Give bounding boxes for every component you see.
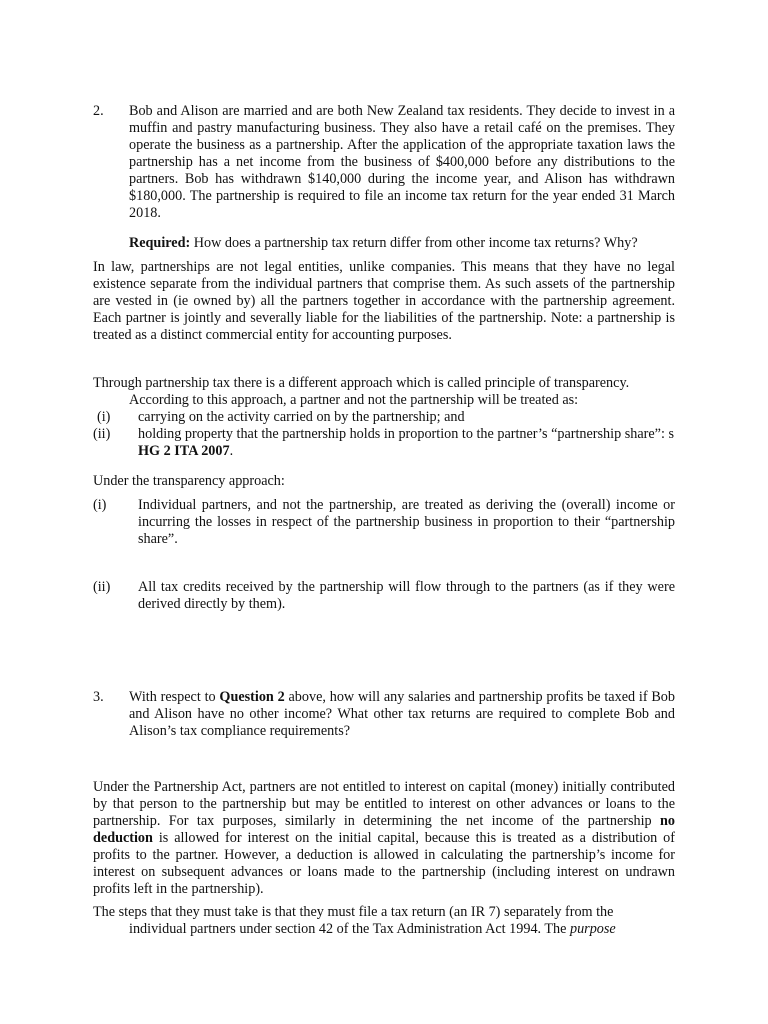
list-item: (i) Individual partners, and not the partnership, are treated as deriving the (overall) income or incurring the losses in respect of the partnership business in proportion to their “partnership share”. xyxy=(93,497,675,547)
paragraph-transparency xyxy=(93,375,675,409)
under-transparency-heading: Under the transparency approach: xyxy=(93,473,285,489)
question-3 xyxy=(93,689,675,740)
question-2-number: 2. xyxy=(93,103,104,119)
question-2-required xyxy=(93,235,675,252)
question-3-number: 3. xyxy=(93,689,104,705)
list-item: (i) carrying on the activity carried on by the partnership; and xyxy=(97,409,465,425)
paragraph-steps: The steps that they must take is that they must file a tax return (an IR 7) separately from the individual partners under section 42 of the Tax Administration Act 1994. The purpose xyxy=(93,904,616,937)
question-2-text: Bob and Alison are married and are both New Zealand tax residents. They decide to invest in a muffin and pastry manufacturing business. They also have a retail café on the premises. They operate the business as a partnership. After the application of the appropriate taxation laws the partnership has a net income from the business of $400,000 before any distributions to the partners. Bob has withdrawn $140,000 during the income year, and Alison has withdrawn $180,000. The partnership is required to file an income tax return for the year ended 31 March 2018. xyxy=(129,103,675,221)
paragraph-partnership-act: Under the Partnership Act, partners are not entitled to interest on capital (money) initially contributed by that person to the partnership but may be entitled to interest on other advances or loans to the partnership. For tax purposes, similarly in determining the net income of the partnership no deduction is allowed for interest on the initial capital, because this is treated as a distribution of profits to the partner. However, a deduction is allowed in calculating the partnership’s income for interest on subsequent advances or loans made to the partnership (including interest on undrawn profits left in the partnership). xyxy=(93,779,675,897)
list-item: (ii) holding property that the partnership holds in proportion to the partner’s “partnership share”: s HG 2 ITA 2007. xyxy=(93,426,674,459)
list-item: (ii) All tax credits received by the partnership will flow through to the partners (as if they were derived directly by them). xyxy=(93,579,675,612)
statute-reference: HG 2 ITA 2007 xyxy=(138,443,230,459)
required-label: Required: xyxy=(129,235,191,251)
transparency-line-1: Through partnership tax there is a different approach which is called principle of transparency. xyxy=(93,375,630,391)
question-2 xyxy=(93,103,675,222)
transparency-line-2: According to this approach, a partner and not the partnership will be treated as: xyxy=(129,392,579,408)
required-text: How does a partnership tax return differ from other income tax returns? Why? xyxy=(190,235,638,251)
question-3-text: With respect to Question 2 above, how will any salaries and partnership profits be taxed if Bob and Alison have no other income? What other tax returns are required to complete Bob and Alison’s tax compliance requirements? xyxy=(129,689,675,739)
paragraph-partnership-law: In law, partnerships are not legal entities, unlike companies. This means that they have no legal existence separate from the individual partners that comprise them. As such assets of the partnership are vested in (ie owned by) all the partners together in accordance with the partnership agreement. Each partner is jointly and severally liable for the liabilities of the partnership. Note: a partnership is treated as a distinct commercial entity for accounting purposes. xyxy=(93,259,675,343)
